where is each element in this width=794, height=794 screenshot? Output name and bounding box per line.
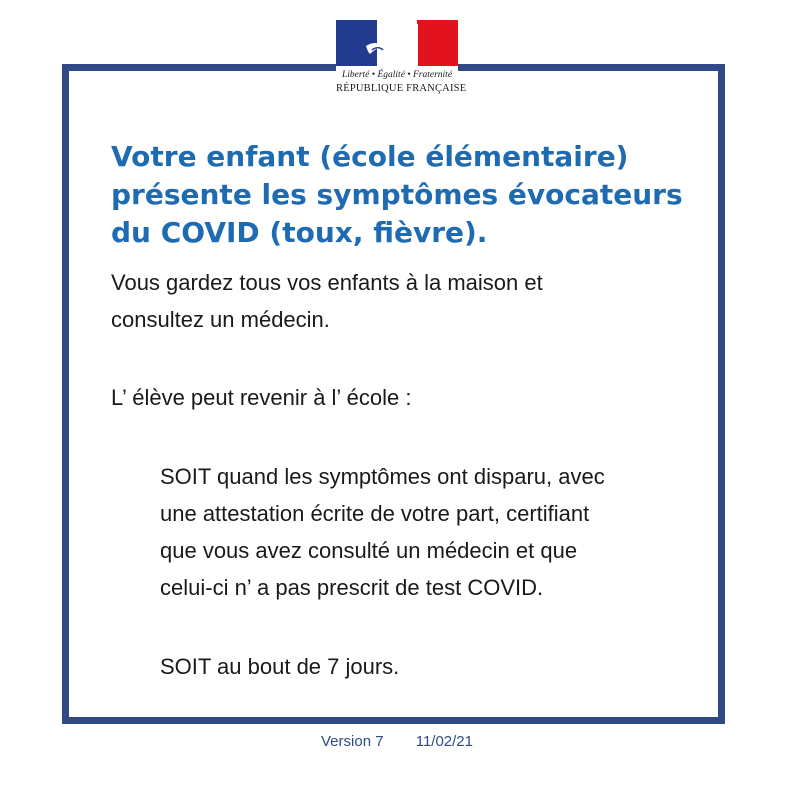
page-title	[111, 138, 691, 252]
paragraph-line: consultez un médecin.	[111, 307, 330, 332]
paragraph-line: L’ élève peut revenir à l’ école :	[111, 385, 412, 410]
option-symptoms-gone	[160, 458, 720, 606]
paragraph-line: SOIT quand les symptômes ont disparu, avec	[160, 464, 605, 489]
return-condition-intro	[111, 379, 701, 416]
logo-motto: Liberté • Égalité • Fraternité	[341, 70, 453, 80]
paragraph-line: que vous avez consulté un médecin et que	[160, 538, 578, 563]
republique-francaise-logo	[336, 20, 467, 112]
marianne-icon	[336, 20, 458, 66]
paragraph-line: une attestation écrite de votre part, certifiant	[160, 501, 590, 526]
footer	[0, 733, 794, 750]
title-line: Votre enfant (école élémentaire)	[111, 140, 629, 173]
title-line: présente les symptômes évocateurs	[111, 178, 683, 211]
logo-name: RÉPUBLIQUE FRANÇAISE	[336, 83, 467, 94]
title-line: du COVID (toux, fièvre).	[111, 216, 488, 249]
version-label: Version 7	[321, 733, 384, 750]
option-seven-days	[160, 648, 720, 685]
paragraph-line: SOIT au bout de 7 jours.	[160, 654, 400, 679]
date-label: 11/02/21	[415, 733, 473, 750]
paragraph-line: celui-ci n’ a pas prescrit de test COVID.	[160, 575, 544, 600]
instruction-paragraph	[111, 264, 701, 338]
marianne-flag	[336, 20, 458, 66]
paragraph-line: Vous gardez tous vos enfants à la maison et	[111, 270, 543, 295]
